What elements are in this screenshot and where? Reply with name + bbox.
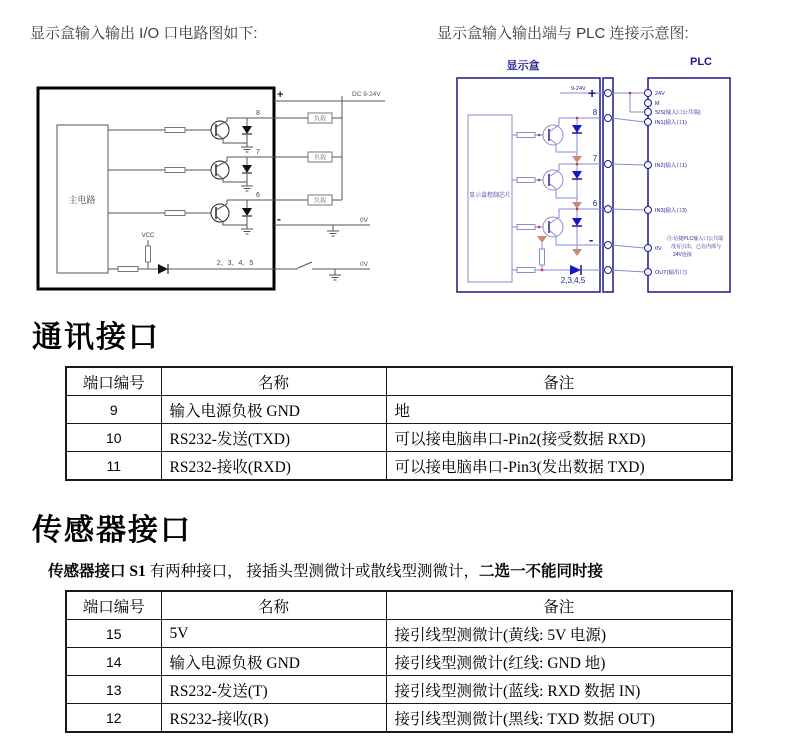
sensor-header-remark: 备注 <box>386 591 732 620</box>
comm-table <box>65 366 733 481</box>
table-row <box>66 704 732 733</box>
main-circuit-label: 主电路 <box>68 195 96 205</box>
table-row <box>66 452 732 481</box>
comm-header-remark: 备注 <box>386 367 732 396</box>
section-title-sensor: 传感器接口 <box>32 514 192 547</box>
resistor-icon <box>517 178 535 183</box>
sensor-note <box>48 559 603 581</box>
plc-terminal-0v: 0V <box>655 246 662 252</box>
diode-icon <box>158 264 168 274</box>
plc-title: PLC <box>690 56 712 68</box>
load-label: 负载 <box>313 198 327 205</box>
terminal-strip <box>603 78 613 292</box>
plc-terminal-in3: IN3(输入口3) <box>655 208 687 214</box>
plc-terminal-ss: S/S(输入口公共端) <box>655 110 701 116</box>
resistor-icon <box>517 268 535 273</box>
display-box <box>457 78 600 292</box>
comm-cell-remark: 可以接电脑串口-Pin3(发出数据 TXD) <box>386 452 732 481</box>
output-unit-2 <box>512 163 604 209</box>
sensor-header-port: 端口编号 <box>66 591 161 620</box>
junction-dot <box>538 226 541 229</box>
plc-connection-diagram <box>445 52 745 297</box>
switch-icon <box>298 262 312 268</box>
zero-v-label: 0V <box>360 217 368 224</box>
comm-header-port: 端口编号 <box>66 367 161 396</box>
comm-cell-name: RS232-发送(TXD) <box>161 424 386 452</box>
bottom-pins-label: 2,3,4,5 <box>560 276 586 285</box>
junction-dot <box>538 134 541 137</box>
sensor-cell-remark: 接引线型测微计(黄线: 5V 电源) <box>386 620 732 648</box>
power-label: 9-24V <box>571 86 586 92</box>
resistor-icon <box>165 128 185 133</box>
connection-wires <box>612 92 645 272</box>
sensor-cell-port: 15 <box>66 620 161 648</box>
minus-label: - <box>277 212 281 226</box>
minus-label: - <box>589 232 594 247</box>
sensor-table-header-row <box>66 591 732 620</box>
table-row <box>66 648 732 676</box>
sensor-cell-remark: 接引线型测微计(红线: GND 地) <box>386 648 732 676</box>
comm-cell-port: 11 <box>66 452 161 481</box>
plc-terminal-24v: 24V <box>655 91 665 97</box>
comm-table-header-row <box>66 367 732 396</box>
output-unit-1 <box>512 117 604 163</box>
comm-cell-port: 9 <box>66 396 161 424</box>
ground-icon <box>329 269 341 280</box>
table-row <box>66 676 732 704</box>
bottom-pins-label: 2、3、4、5 <box>216 260 254 267</box>
plc-note-line1: 注:信捷PLC输入口公共端 <box>667 236 724 242</box>
diode-icon <box>572 171 582 179</box>
terminal-circles <box>605 90 612 274</box>
sensor-cell-port: 14 <box>66 648 161 676</box>
sensor-cell-remark: 接引线型测微计(蓝线: RXD 数据 IN) <box>386 676 732 704</box>
sensor-note-prefix: 传感器接口 S1 <box>48 563 150 580</box>
diode-icon <box>572 218 582 226</box>
io-circuit-diagram <box>30 80 395 305</box>
pin-label-8: 8 <box>256 110 260 117</box>
control-chip-label: 显示盒控制芯片 <box>468 193 512 199</box>
resistor-icon <box>146 246 151 262</box>
pin-label-6: 6 <box>592 199 598 208</box>
ground-icon <box>241 143 253 152</box>
table-row <box>66 396 732 424</box>
ground-icon <box>327 225 339 236</box>
junction-dot <box>576 117 579 120</box>
sensor-cell-port: 13 <box>66 676 161 704</box>
resistor-icon <box>517 225 535 230</box>
pin-label-8: 8 <box>592 108 598 117</box>
plc-terminal-m: M <box>655 101 660 107</box>
sensor-cell-port: 12 <box>66 704 161 733</box>
plc-terminal-out: OUT(输出口) <box>655 270 687 276</box>
plc-note-line2: 没有引出，已在内部与 <box>671 244 722 250</box>
plc-note-line3: 24V连接 <box>673 252 692 258</box>
sensor-table <box>65 590 733 733</box>
output-unit-2 <box>108 152 342 191</box>
sensor-cell-name: RS232-发送(T) <box>161 676 386 704</box>
plc-terminal-in2: IN2(输入口1) <box>655 163 687 169</box>
output-unit-3 <box>108 195 342 234</box>
load-label: 负载 <box>313 116 327 123</box>
vcc-label: VCC <box>141 233 155 239</box>
resistor-icon <box>165 168 185 173</box>
comm-cell-port: 10 <box>66 424 161 452</box>
resistor-icon <box>165 211 185 216</box>
pin-label-7: 7 <box>592 154 598 163</box>
sensor-cell-name: 输入电源负极 GND <box>161 648 386 676</box>
sensor-cell-remark: 接引线型测微计(黑线: TXD 数据 OUT) <box>386 704 732 733</box>
junction-dot <box>629 92 632 95</box>
plus-label: + <box>277 89 284 101</box>
sensor-note-body: 有两种接口， 接插头型测微计或散线型测微计， <box>149 563 480 580</box>
resistor-icon <box>540 249 545 265</box>
zero-v-label: 0V <box>360 261 368 268</box>
sensor-note-suffix: 二选一不能同时接 <box>479 563 604 580</box>
ground-icon <box>572 249 582 256</box>
comm-header-name: 名称 <box>161 367 386 396</box>
sensor-cell-name: 5V <box>161 620 386 648</box>
plc-terminal-in1: IN1(输入口1) <box>655 120 687 126</box>
sensor-cell-name: RS232-接收(R) <box>161 704 386 733</box>
display-box-title: 显示盒 <box>506 60 540 72</box>
comm-cell-name: 输入电源负极 GND <box>161 396 386 424</box>
diode-icon <box>570 265 581 275</box>
table-row <box>66 424 732 452</box>
ground-icon <box>572 156 582 163</box>
plus-label: + <box>588 85 597 101</box>
pin-label-7: 7 <box>256 149 260 156</box>
comm-cell-remark: 地 <box>386 396 732 424</box>
diode-icon <box>242 126 252 134</box>
ground-icon <box>241 225 253 234</box>
comm-cell-name: RS232-接收(RXD) <box>161 452 386 481</box>
section-title-comm: 通讯接口 <box>32 321 160 354</box>
output-unit-1 <box>108 113 342 152</box>
diode-icon <box>242 165 252 173</box>
caption-right-diagram: 显示盒输入输出端与 PLC 连接示意图: <box>437 25 689 42</box>
junction-dot <box>541 269 544 272</box>
comm-cell-remark: 可以接电脑串口-Pin2(接受数据 RXD) <box>386 424 732 452</box>
diode-icon <box>242 208 252 216</box>
pin-label-6: 6 <box>256 192 260 199</box>
sensor-header-name: 名称 <box>161 591 386 620</box>
diode-icon <box>572 125 582 133</box>
ground-icon <box>241 182 253 191</box>
junction-dot <box>576 208 579 211</box>
dc-supply-label: DC 9-24V <box>352 91 381 98</box>
junction-dot <box>576 163 579 166</box>
junction-dot <box>538 179 541 182</box>
resistor-icon <box>517 133 535 138</box>
resistor-icon <box>118 267 138 272</box>
ground-icon <box>537 236 547 243</box>
table-row <box>66 620 732 648</box>
load-label: 负载 <box>313 155 327 162</box>
caption-left-diagram: 显示盒输入输出 I/O 口电路图如下: <box>30 25 258 42</box>
